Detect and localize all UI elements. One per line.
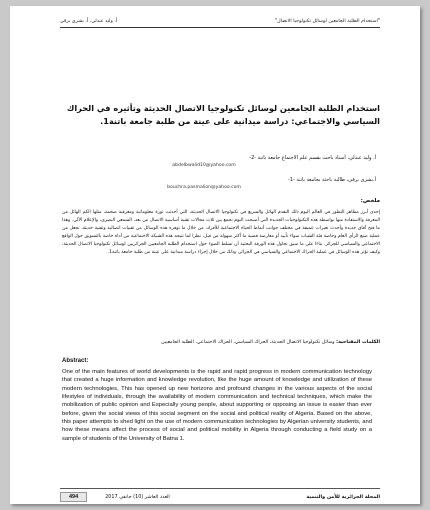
paper-title: استخدام الطلبة الجامعين لوسائل تكنولوجيا الاتصال الحديثة وتأثيره في الحراك السياسي والاجتماعي: دراسة ميدانية على عينة من طلبة جامعة باتنة1. bbox=[66, 103, 380, 126]
journal-name: المجلة الجزائرية للأمن والتنمية bbox=[306, 494, 380, 500]
arabic-keywords-label: الكلمات المفتاحية: bbox=[336, 340, 380, 345]
header-short-title: "استخدام الطلبة الجامعين لوسائل تكنولوجيا الاتصال" bbox=[274, 18, 380, 24]
page-number: 494 bbox=[60, 492, 87, 502]
arabic-abstract-body: إحدى أبرز مظاهر التطور في العالم اليوم ذلك التقدم الهائل والسريع في تكنولوجيا الاتصال الحديثة، التي أحدثت ثورة معلوماتية ومعرفية ضخمة، مثلها الكم الهائل من المعرفة والاستفادة منها بواسطة هذه التكنولوجيات الجديدة التي أصبحت اليوم تجمع بين ثلاث مجالات تقنية أساسية الاتصال من بعد، السمعي البصري، والإعلام الآلي. وهذا ما فتح آفاق جديدة وأحدث تغيرات عميقة في مختلف جوانب أنماط الحياة الاجتماعية للأفراد، من خلال ما توفره هذه الوسائل من تقنيات اتصالية وتقنية حديثة، تجعل من عملية صنع الرأي العام وخاصة فئة الشباب سواء تأييد أو معارضة قضية ما أكثر سهولة من قبل، نظرا لما تتيحه هذه الشبكة الاجتماعية من أداة خاصة بالتسويق حول الواقع الاجتماعي والسياسي للجزائر. بناءا على ما سبق تحاول هذه الورقة البحثية أن تسلط الضوء حول استخدام الطلبة الجامعيين الجزائريين لوسائل تكنولوجيا الاتصال الحديثة، وكيف تؤثر هذه الوسائل في عملية الحراك الاجتماعي والسياسي في الجزائر، وذلك من خلال إجراء دراسة ميدانية على عينة من طلبة جامعة باتنة1. bbox=[62, 210, 380, 255]
arabic-keywords-text: وسائل تكنولوجيا الاتصال الحديثة، الحراك السياسي، الحراك الاجتماعي، الطلبة الجامعيين bbox=[161, 340, 335, 345]
footer-rule bbox=[60, 488, 380, 489]
arabic-abstract-heading: ملخص: bbox=[360, 198, 380, 204]
arabic-keywords bbox=[62, 339, 380, 347]
issue-label: العدد العاشر (10) جانفي 2017 bbox=[105, 494, 170, 500]
english-abstract-body: One of the main features of world developments is the rapid and rapid progress in modern communication technology that created a huge information and knowledge revolution, like the huge amount of knowledge and utilization of these modern technologies, This has opened up new horizons and profound changes in the various aspects of the social lifestyles of individuals, through the availability of modern communication and technical techniques, which make the mobilization of public opinion and Especially young people, about supporting or opposing an issue is easier than ever before, given the social views of this social segment on the social and political reality of Algeria. Based on the above, this paper attempts to shed light on the use of modern communication technologies by Algerian university students, and how these means affect the process of social and political mobility in Algeria through conducting a field study on a sample of students of the University of Batna 1. bbox=[62, 369, 372, 442]
page-footer bbox=[60, 490, 380, 504]
english-abstract-heading: Abstract: bbox=[62, 358, 89, 364]
author-2: أ.بشرى برقي، طالبة باحثة بجامعة باتنة -1- bbox=[288, 177, 376, 183]
running-header bbox=[60, 14, 380, 28]
document-page bbox=[10, 6, 420, 504]
author-1-email: abdelbwalid10@yahoo.com bbox=[172, 163, 236, 168]
author-block bbox=[62, 154, 376, 192]
header-rule bbox=[60, 27, 380, 28]
author-1: أ. وليد عبدلي، أستاذ باحث بقسم علم الاجتماع جامعة باتنة -2- bbox=[249, 155, 376, 161]
header-authors: أ. وليد عبدلي، أ. بشرى برقي bbox=[60, 18, 118, 24]
author-2-email: bouchra.pasmalion@yahoo.com bbox=[167, 185, 241, 190]
